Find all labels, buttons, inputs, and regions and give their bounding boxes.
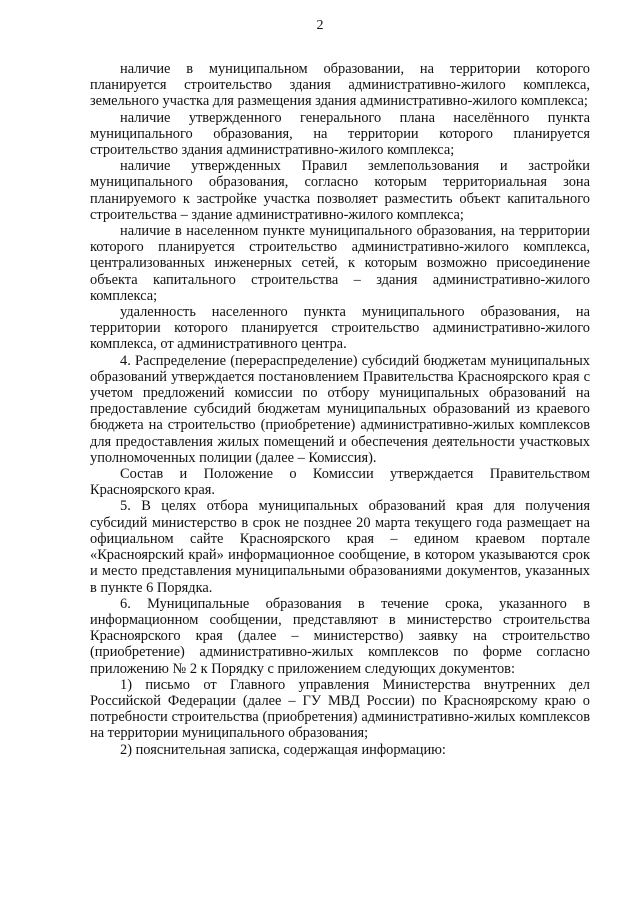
paragraph-item-6: 6. Муниципальные образования в течение срока, указанного в информационном сообщении, представляют в министерство строительства Красноярского края (далее – министерство) заявку на строительство (приобретение) административно-жилых комплексов по форме согласно приложению № 2 к Порядку с приложением следующих документов:: [90, 595, 590, 677]
paragraph-item-4: 4. Распределение (перераспределение) субсидий бюджетам муниципальных образований утверждается постановлением Правительства Красноярского края с учетом предложений комиссии по отбору муниципальных образований на предоставление субсидий бюджетам муниципальных образований из краевого бюджета на строительство (приобретение) административно-жилых комплексов для предоставления жилых помещений и обеспечения деятельности участковых уполномоченных полиции (далее – Комиссия).: [90, 352, 590, 466]
paragraph-general-plan: наличие утвержденного генерального плана населённого пункта муниципального образования, на территории которого планируется строительство здания административно-жилого комплекса;: [90, 109, 590, 159]
paragraph-land-use-rules: наличие утвержденных Правил землепользования и застройки муниципального образования, согласно которым территориальная зона планируемого к застройке участка позволяет разместить объект капитального строительства – здание административно-жилого комплекса;: [90, 158, 590, 223]
page-number: 2: [316, 18, 324, 33]
paragraph-commission: Состав и Положение о Комиссии утверждается Правительством Красноярского края.: [90, 466, 590, 499]
paragraph-remoteness: удаленность населенного пункта муниципального образования, на территории которого планируется строительство административно-жилого комплекса, от административного центра.: [90, 304, 590, 353]
paragraph-subitem-1: 1) письмо от Главного управления Министерства внутренних дел Российской Федерации (далее – ГУ МВД России) по Красноярскому краю о потребности строительства (приобретения) административно-жилых комплексов на территории муниципального образования;: [90, 676, 590, 742]
document-body: [90, 61, 590, 758]
paragraph-subitem-2: 2) пояснительная записка, содержащая информацию:: [120, 741, 446, 758]
paragraph-land-plot: наличие в муниципальном образовании, на территории которого планируется строительство здания административно-жилого комплекса, земельного участка для размещения здания административно-жилого комплекса;: [90, 61, 590, 110]
paragraph-engineering-networks: наличие в населенном пункте муниципального образования, на территории которого планируется строительство административно-жилого комплекса, централизованных инженерных сетей, к которым возможно присоединение объекта капитального строительства – здания административно-жилого комплекса;: [90, 223, 590, 304]
paragraph-item-5: 5. В целях отбора муниципальных образований края для получения субсидий министерство в срок не позднее 20 марта текущего года размещает на официальном сайте Красноярского края – едином краевом портале «Красноярский край» информационное сообщение, в котором указываются срок и место представления муниципальными образованиями документов, указанных в пункте 6 Порядка.: [90, 498, 590, 596]
